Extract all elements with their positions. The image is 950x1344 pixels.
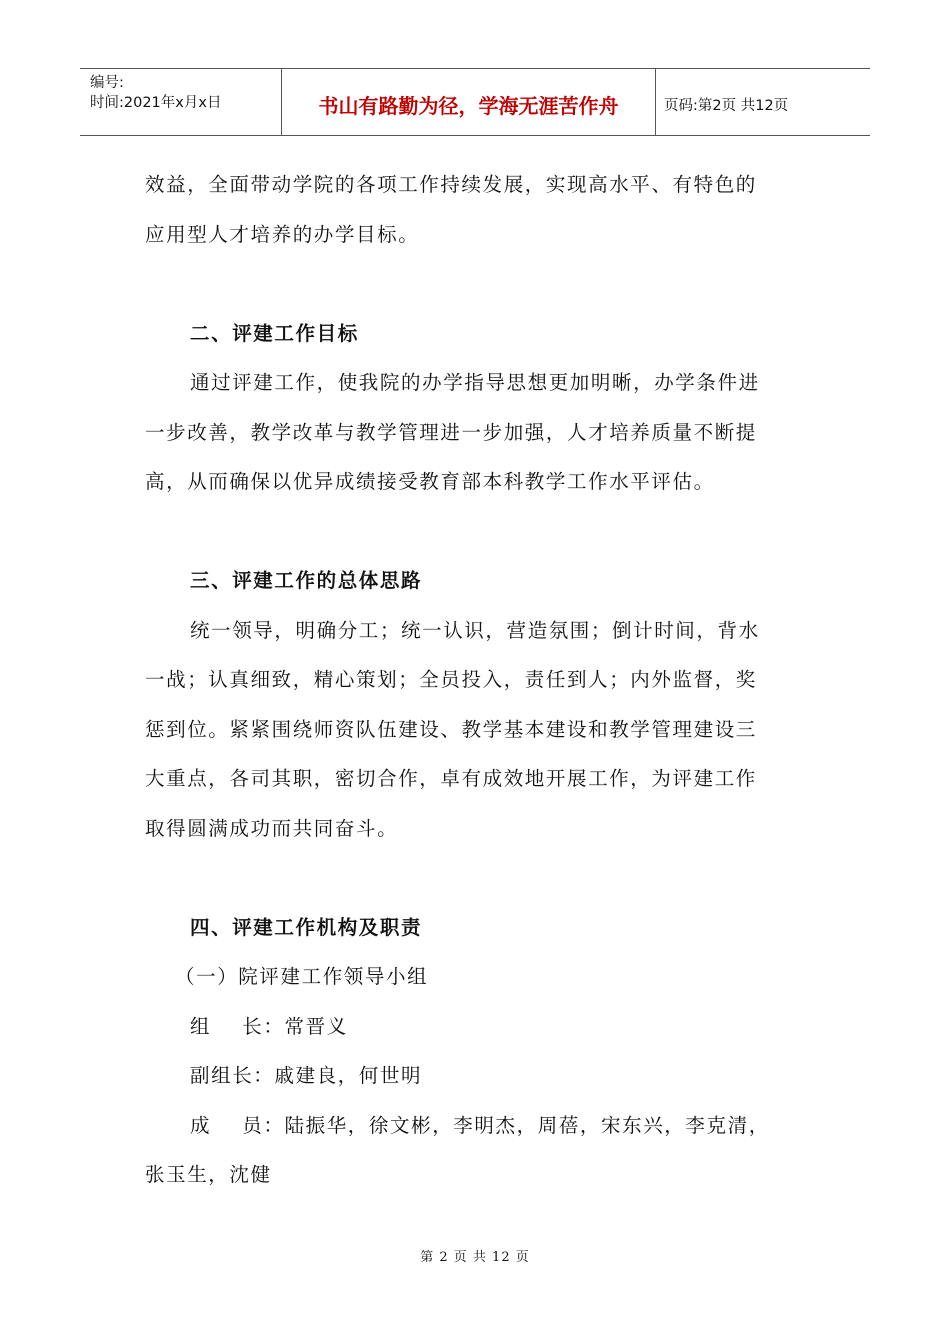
intro-line-2: 应用型人才培养的办学目标。 [145,222,420,246]
time-label: 时间:2021年x月x日 [90,95,222,111]
section-4-title: 四、评建工作机构及职责 [190,915,423,939]
header-meta [80,69,282,135]
header-motto: 书山有路勤为径，学海无涯苦作舟 [282,69,656,135]
members-line-1: 成 员：陆振华，徐文彬，李明杰，周蓓，宋东兴，李克清， [190,1113,770,1137]
intro-line-1: 效益，全面带动学院的各项工作持续发展，实现高水平、有特色的 [145,173,757,196]
section-3-line-4: 大重点，各司其职，密切合作，卓有成效地开展工作，为评建工作 [145,767,757,790]
members-line-2: 张玉生，沈健 [145,1163,272,1186]
section-2-line-3: 高，从而确保以优异成绩接受教育部本科教学工作水平评估。 [145,470,715,493]
document-body [145,160,805,1200]
page-header [80,68,870,136]
section-2-title: 二、评建工作目标 [190,321,359,345]
section-3-line-5: 取得圆满成功而共同奋斗。 [145,816,399,840]
section-3-line-3: 惩到位。紧紧围绕师资队伍建设、教学基本建设和教学管理建设三 [145,717,757,741]
section-2-line-2: 一步改善，教学改革与教学管理进一步加强，人才培养质量不断提 [145,420,757,444]
leader-line: 组 长：常晋义 [190,1014,348,1038]
section-3-line-2: 一战；认真细致，精心策划；全员投入，责任到人；内外监督，奖 [145,668,757,691]
section-3-line-1: 统一领导，明确分工；统一认识，营造氛围；倒计时间，背水 [190,618,760,642]
header-page-info: 页码:第2页 共12页 [664,97,789,114]
section-4-subtitle: （一）院评建工作领导小组 [175,965,429,988]
page-footer: 第 2 页 共 12 页 [420,1250,530,1265]
section-3-title: 三、评建工作的总体思路 [190,569,423,592]
section-2-line-1: 通过评建工作，使我院的办学指导思想更加明晰，办学条件进 [190,371,760,394]
deputy-line: 副组长：戚建良，何世明 [190,1064,423,1087]
number-label: 编号: [90,75,124,91]
